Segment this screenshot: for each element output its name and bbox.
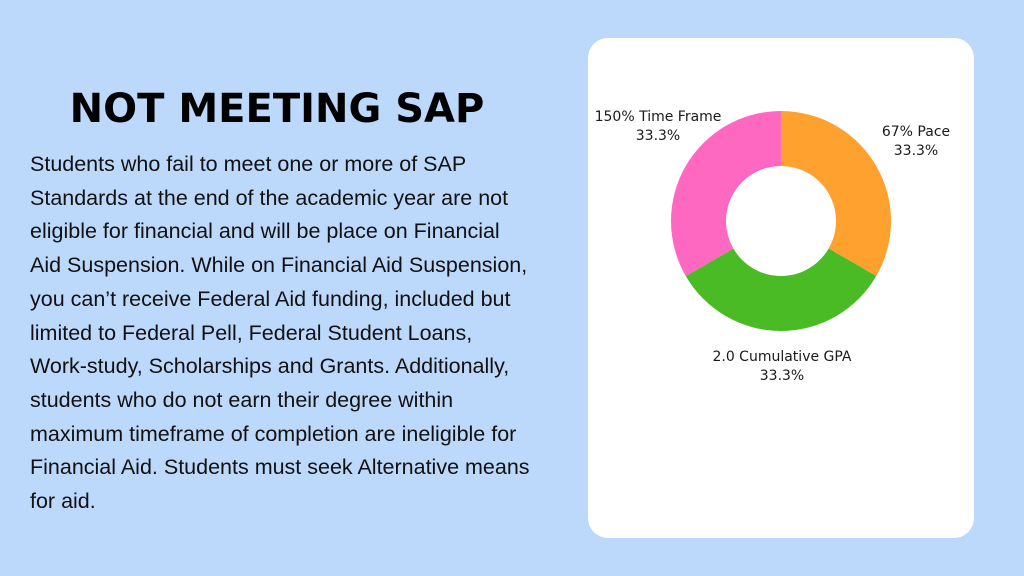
chart-card bbox=[588, 38, 974, 538]
slide-title: NOT MEETING SAP bbox=[69, 86, 485, 132]
slice-category-label: 67% Pace bbox=[881, 124, 951, 140]
body-paragraph bbox=[30, 148, 530, 519]
donut-slice bbox=[781, 111, 891, 276]
donut-slice bbox=[686, 249, 877, 331]
body-text-end: . While on Financial Aid Suspension, you can’t receive Federal Aid funding, included but limited to Federal Pell, Federal Student Loans, Work-study, Scholarships and Grants. Additionally, students who do not earn their degree within maximum timeframe of completion are ineligible for Financial Aid. Students must seek Alternative means for aid. bbox=[30, 253, 530, 514]
donut-chart bbox=[588, 38, 974, 538]
donut-slice bbox=[671, 111, 781, 276]
slice-value-label: 33.3% bbox=[759, 368, 805, 384]
slice-value-label: 33.3% bbox=[893, 143, 939, 159]
slice-value-label: 33.3% bbox=[635, 128, 681, 144]
slice-category-label: 150% Time Frame bbox=[594, 109, 722, 125]
body-text-start: Students who fail to meet one or more of SAP Standards at the end of the academic year are not eligible for financial and will be place on bbox=[30, 152, 509, 244]
slice-category-label: 2.0 Cumulative GPA bbox=[712, 349, 852, 365]
body-text-emphasis: Financial Aid Suspension bbox=[30, 219, 500, 278]
